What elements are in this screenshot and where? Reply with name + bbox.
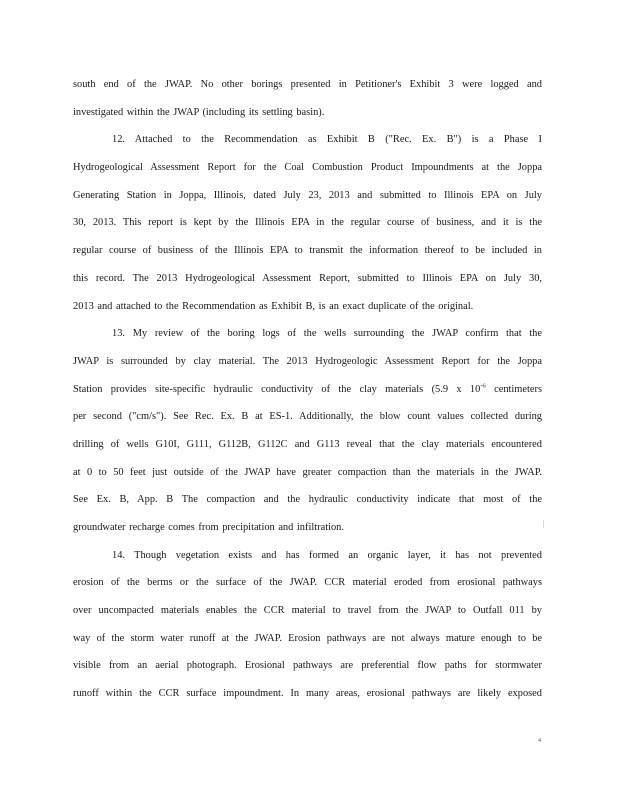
text-line: way of the storm water runoff at the JWAP. Erosion pathways are not always mature enough to be — [73, 632, 542, 644]
text-line-with-exponent — [73, 376, 542, 404]
exponent: -6 — [480, 382, 486, 390]
page-number: 4 — [538, 738, 541, 744]
text-line: over uncompacted materials enables the CCR material to travel from the JWAP to Outfall 011 by — [73, 605, 542, 617]
text-line: investigated within the JWAP (including its settling basin). — [73, 106, 325, 118]
text-line: at 0 to 50 feet just outside of the JWAP have greater compaction than the materials in the JWAP. — [73, 466, 542, 478]
exponent-suffix: centimeters — [485, 383, 542, 395]
text-line: this record. The 2013 Hydrogeological Assessment Report, submitted to Illinois EPA on July 30, — [73, 272, 542, 284]
text-line: 30, 2013. This report is kept by the Illinois EPA in the regular course of business, and it is the — [73, 217, 542, 229]
text-line: south end of the JWAP. No other borings presented in Petitioner's Exhibit 3 were logged and — [73, 79, 542, 90]
text-line: JWAP is surrounded by clay material. The 2013 Hydrogeologic Assessment Report for the Joppa — [73, 355, 542, 367]
margin-mark — [543, 520, 544, 528]
text-line: runoff within the CCR surface impoundment. In many areas, erosional pathways are likely exposed — [73, 688, 542, 700]
text-line: regular course of business of the Illinois EPA to transmit the information thereof to be included in — [73, 245, 542, 257]
text-line: Hydrogeological Assessment Report for the Coal Combustion Product Impoundments at the Joppa — [73, 162, 542, 174]
text-line: 2013 and attached to the Recommendation as Exhibit B, is an exact duplicate of the original. — [73, 300, 474, 312]
text-line: See Ex. B, App. B The compaction and the hydraulic conductivity indicate that most of the — [73, 494, 542, 506]
paragraph-13-start: 13. My review of the boring logs of the wells surrounding the JWAP confirm that the — [112, 328, 542, 340]
text-line: Generating Station in Joppa, Illinois, dated July 23, 2013 and submitted to Illinois EPA on July — [73, 189, 542, 201]
text-line: groundwater recharge comes from precipitation and infiltration. — [73, 522, 344, 533]
document-body — [73, 71, 542, 708]
conductivity-text: Station provides site-specific hydraulic conductivity of the clay materials (5.9 x 10 — [73, 383, 481, 395]
text-line: per second ("cm/s"). See Rec. Ex. B at ES-1. Additionally, the blow count values collected during — [73, 411, 542, 423]
paragraph-12-start: 12. Attached to the Recommendation as Exhibit B ("Rec. Ex. B") is a Phase I — [112, 134, 542, 146]
text-line: drilling of wells G10I, G111, G112B, G112C and G113 reveal that the clay materials encountered — [73, 438, 542, 450]
paragraph-14-start: 14. Though vegetation exists and has formed an organic layer, it has not prevented — [112, 549, 542, 561]
text-line: erosion of the berms or the surface of the JWAP. CCR material eroded from erosional pathways — [73, 577, 542, 589]
text-line: visible from an aerial photograph. Erosional pathways are preferential flow paths for stormwater — [73, 660, 542, 672]
